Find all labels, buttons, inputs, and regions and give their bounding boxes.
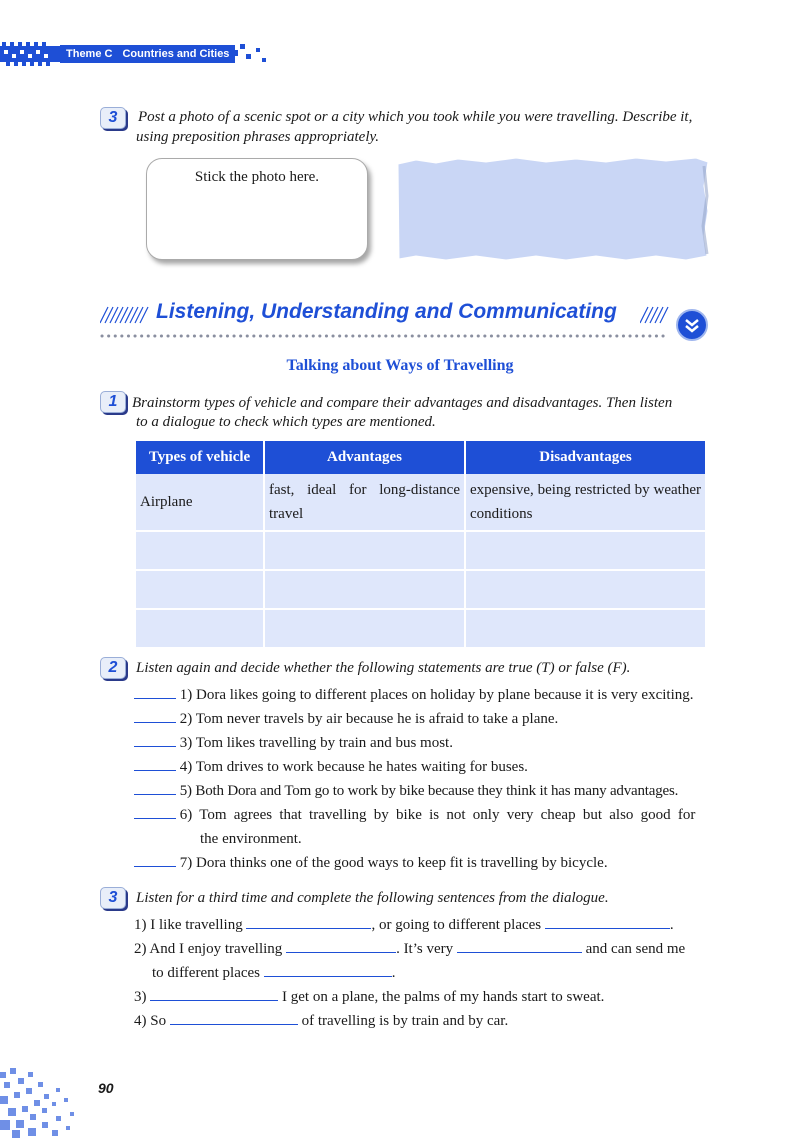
hatch-decoration-right	[640, 305, 672, 325]
answer-blank[interactable]	[286, 938, 396, 953]
table-row	[136, 570, 705, 609]
table-row	[136, 609, 705, 648]
statement-text: 6) Tom agrees that travelling by bike is not only very cheap but also good for	[179, 807, 696, 823]
statement-text: 2) Tom never travels by air because he is afraid to take a plane.	[179, 711, 559, 727]
list-item	[134, 779, 678, 803]
answer-blank[interactable]	[246, 914, 371, 929]
section-title: Listening, Understanding and Communicating	[156, 300, 617, 323]
corner-pixel-pattern	[0, 1068, 95, 1138]
subsection-title: Talking about Ways of Travelling	[286, 357, 514, 374]
chapter-header	[60, 45, 235, 63]
statement-text: 4) Tom drives to work because he hates waiting for buses.	[179, 759, 528, 775]
fill-sentence	[134, 913, 674, 937]
page-number: 90	[98, 1080, 114, 1096]
table-cell-blank[interactable]	[264, 570, 465, 609]
table-cell-blank[interactable]	[264, 609, 465, 648]
task-instruction: Brainstorm types of vehicle and compare their advantages and disadvantages. Then listen	[132, 395, 673, 411]
answer-blank[interactable]	[134, 780, 176, 795]
sentence-text: . It’s very	[396, 941, 454, 957]
theme-label: Theme C	[66, 48, 113, 60]
fill-sentence	[134, 1009, 508, 1033]
task-number-badge: 1	[100, 391, 126, 413]
table-cell: Airplane	[136, 474, 264, 531]
task-number-badge: 3	[100, 107, 126, 129]
table-cell: fast, ideal for long-distance travel	[264, 474, 465, 531]
sentence-text: .	[669, 917, 674, 933]
photo-placeholder-label: Stick the photo here.	[194, 169, 320, 185]
theme-title: Countries and Cities	[122, 48, 230, 60]
answer-blank[interactable]	[134, 852, 176, 867]
table-cell-blank[interactable]	[264, 531, 465, 570]
table-cell-blank[interactable]	[465, 531, 705, 570]
list-item	[134, 803, 706, 827]
task-number-badge: 3	[100, 887, 126, 909]
sentence-text: .	[391, 965, 396, 981]
sentence-text: 3)	[134, 989, 147, 1005]
answer-blank[interactable]	[170, 1010, 298, 1025]
task-instruction: using preposition phrases appropriately.	[136, 129, 380, 145]
list-item	[134, 755, 528, 779]
statement-text: 7) Dora thinks one of the good ways to keep fit is travelling by bicycle.	[179, 855, 608, 871]
answer-blank[interactable]	[150, 986, 278, 1001]
statement-text: 3) Tom likes travelling by train and bus most.	[179, 735, 453, 751]
list-item	[134, 731, 453, 755]
table-header: Types of vehicle	[136, 441, 264, 474]
statement-text: 5) Both Dora and Tom go to work by bike because they think it has many advantages.	[179, 783, 679, 799]
table-cell-blank[interactable]	[136, 570, 264, 609]
statement-text: 1) Dora likes going to different places on holiday by plane because it is very exciting.	[179, 687, 694, 703]
answer-blank[interactable]	[457, 938, 582, 953]
sentence-text: 1) I like travelling	[134, 917, 243, 933]
statement-continuation: the environment.	[200, 831, 302, 847]
task-instruction: Listen for a third time and complete the following sentences from the dialogue.	[136, 890, 609, 906]
list-item	[134, 707, 558, 731]
table-header: Advantages	[264, 441, 465, 474]
sentence-text: to different places	[152, 965, 261, 981]
answer-blank[interactable]	[134, 804, 176, 819]
chevron-down-icon	[676, 309, 708, 341]
fill-sentence	[134, 937, 685, 961]
table-cell-blank[interactable]	[465, 570, 705, 609]
table-cell-blank[interactable]	[465, 609, 705, 648]
list-item	[134, 683, 694, 707]
sentence-text: and can send me	[585, 941, 686, 957]
fill-sentence	[134, 985, 604, 1009]
sentence-text: 2) And I enjoy travelling	[134, 941, 283, 957]
answer-blank[interactable]	[264, 962, 392, 977]
table-header: Disadvantages	[465, 441, 705, 474]
task-instruction: Post a photo of a scenic spot or a city which you took while you were travelling. Describe it,	[138, 109, 693, 125]
writing-area-torn-paper	[396, 156, 710, 262]
task-instruction: Listen again and decide whether the following statements are true (T) or false (F).	[136, 660, 631, 676]
table-row	[136, 474, 705, 531]
table-cell-blank[interactable]	[136, 531, 264, 570]
fill-sentence	[152, 961, 396, 985]
dotted-divider	[100, 334, 670, 338]
answer-blank[interactable]	[134, 684, 176, 699]
answer-blank[interactable]	[134, 756, 176, 771]
hatch-decoration-left	[100, 305, 152, 325]
photo-placeholder	[146, 158, 368, 260]
answer-blank[interactable]	[545, 914, 670, 929]
table-cell: expensive, being restricted by weather conditions	[465, 474, 705, 531]
table-row	[136, 531, 705, 570]
task-number-badge: 2	[100, 657, 126, 679]
task-instruction: to a dialogue to check which types are mentioned.	[136, 414, 436, 430]
sentence-text: of travelling is by train and by car.	[301, 1013, 509, 1029]
table-cell-blank[interactable]	[136, 609, 264, 648]
answer-blank[interactable]	[134, 708, 176, 723]
sentence-text: I get on a plane, the palms of my hands start to sweat.	[282, 989, 605, 1005]
vehicle-comparison-table	[136, 441, 705, 649]
list-item	[134, 851, 608, 875]
answer-blank[interactable]	[134, 732, 176, 747]
sentence-text: 4) So	[134, 1013, 167, 1029]
sentence-text: , or going to different places	[371, 917, 542, 933]
